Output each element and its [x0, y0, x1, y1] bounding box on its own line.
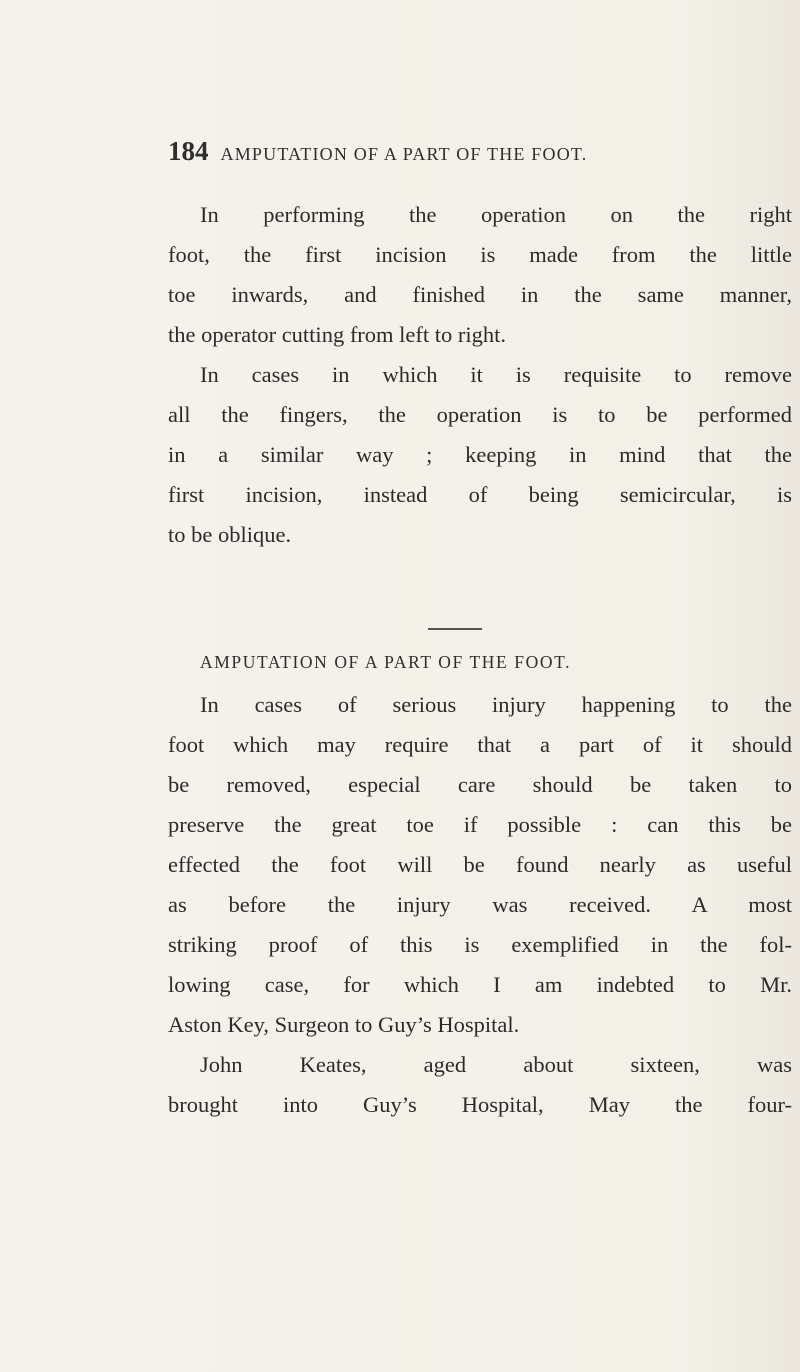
page-number: 184 — [168, 136, 209, 166]
text-line: In performing the operation on the right — [200, 202, 792, 227]
text-line: striking proof of this is exemplified in the fol- — [168, 932, 792, 957]
text-line: In cases of serious injury happening to the — [200, 692, 792, 717]
running-title: AMPUTATION OF A PART OF THE FOOT. — [220, 144, 588, 164]
text-line: foot, the first incision is made from the little — [168, 242, 792, 267]
text-line: to be oblique. — [168, 522, 292, 547]
text-line: foot which may require that a part of it should — [168, 732, 792, 757]
text-line: all the fingers, the operation is to be performed — [168, 402, 792, 427]
text-line: as before the injury was received. A most — [168, 892, 792, 917]
text-line: lowing case, for which I am indebted to Mr. — [168, 972, 792, 997]
text-line: be removed, especial care should be taken to — [168, 772, 792, 797]
text-line: brought into Guy’s Hospital, May the four- — [168, 1092, 792, 1117]
text-line: In cases in which it is requisite to remove — [200, 362, 792, 387]
section-divider — [428, 628, 482, 630]
text-line: in a similar way ; keeping in mind that the — [168, 442, 792, 467]
text-line: the operator cutting from left to right. — [168, 322, 507, 347]
text-line: John Keates, aged about sixteen, was — [200, 1052, 792, 1077]
text-line: first incision, instead of being semicircular, is — [168, 482, 792, 507]
text-line: preserve the great toe if possible : can this be — [168, 812, 792, 837]
text-line: toe inwards, and finished in the same manner, — [168, 282, 792, 307]
section-heading: AMPUTATION OF A PART OF THE FOOT. — [200, 652, 572, 672]
text-line: Aston Key, Surgeon to Guy’s Hospital. — [168, 1012, 520, 1037]
page-header — [168, 136, 768, 167]
text-line: effected the foot will be found nearly as useful — [168, 852, 792, 877]
